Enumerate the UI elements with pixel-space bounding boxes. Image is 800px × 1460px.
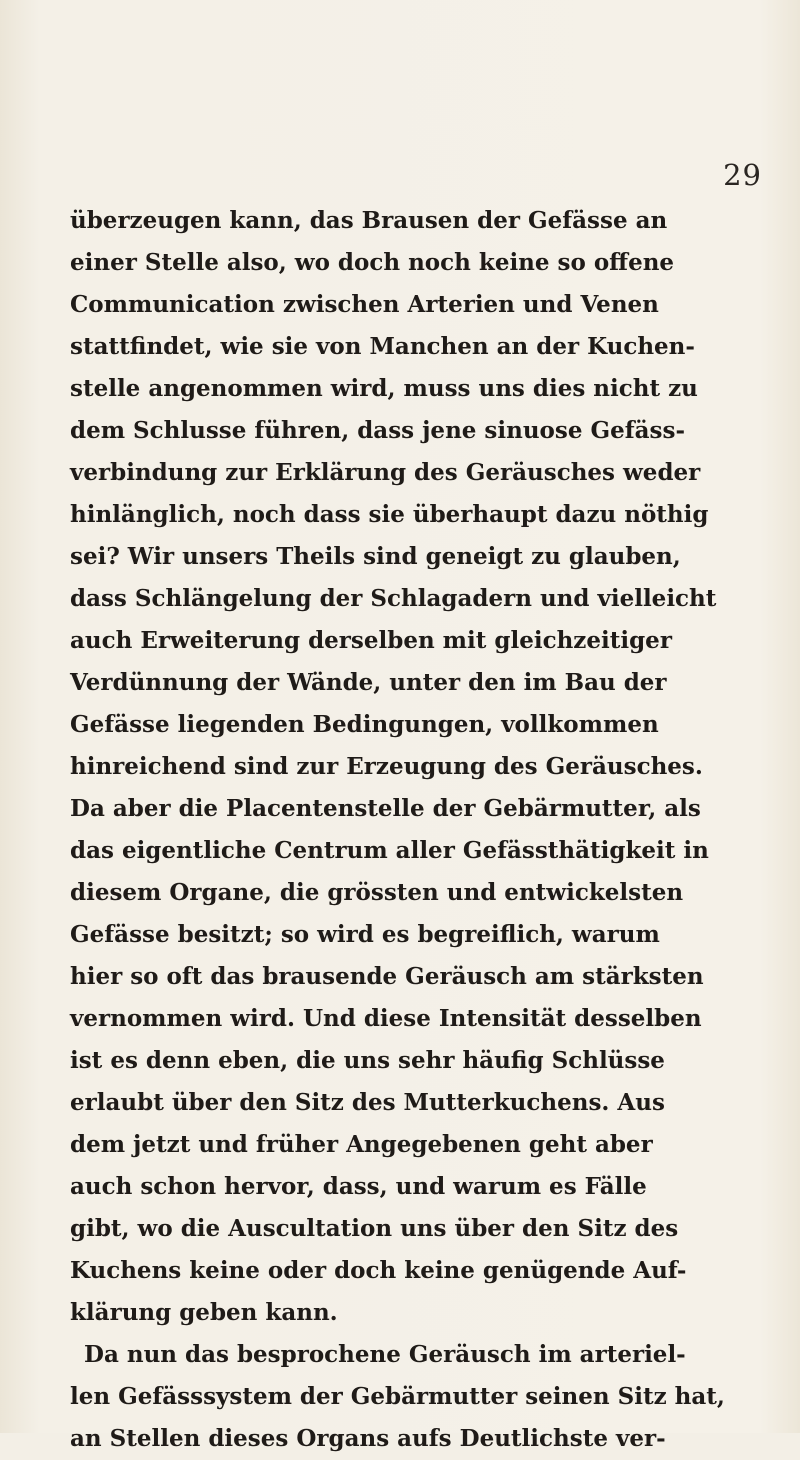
- text-line: überzeugen kann, das Brausen der Gefässe an: [70, 207, 668, 234]
- text-line: hier so oft das brausende Geräusch am stärksten: [70, 963, 704, 990]
- text-line: Kuchens keine oder doch keine genügende Auf-: [70, 1257, 687, 1284]
- text-line: stattfindet, wie sie von Manchen an der Kuchen-: [70, 333, 695, 360]
- text-line: dem Schlusse führen, dass jene sinuose Gefäss-: [70, 417, 686, 444]
- text-line: einer Stelle also, wo doch noch keine so offene: [70, 249, 675, 276]
- text-line: Communication zwischen Arterien und Venen: [70, 291, 659, 318]
- text-line: erlaubt über den Sitz des Mutterkuchens. Aus: [70, 1089, 665, 1116]
- text-line: hinreichend sind zur Erzeugung des Geräusches.: [70, 753, 703, 780]
- text-line: vernommen wird. Und diese Intensität desselben: [70, 1005, 702, 1032]
- text-line: Da aber die Placentenstelle der Gebärmutter, als: [70, 795, 701, 822]
- text-line: Verdünnung der Wände, unter den im Bau der: [70, 669, 667, 696]
- text-line: an Stellen dieses Organs aufs Deutlichste ver-: [70, 1425, 666, 1452]
- text-line: len Gefässsystem der Gebärmutter seinen Sitz hat,: [70, 1383, 725, 1410]
- text-line: hinlänglich, noch dass sie überhaupt dazu nöthig: [70, 501, 709, 528]
- text-line: dem jetzt und früher Angegebenen geht aber: [70, 1131, 653, 1158]
- text-line: dass Schlängelung der Schlagadern und vielleicht: [70, 585, 717, 612]
- text-line: Gefässe besitzt; so wird es begreiflich, warum: [70, 921, 660, 948]
- text-line: Da nun das besprochene Geräusch im arteriel-: [84, 1341, 686, 1368]
- text-line: ist es denn eben, die uns sehr häufig Schlüsse: [70, 1047, 665, 1074]
- text-line: Gefässe liegenden Bedingungen, vollkommen: [70, 711, 659, 738]
- page-number: 29: [723, 158, 762, 192]
- text-line: sei? Wir unsers Theils sind geneigt zu glauben,: [70, 543, 681, 570]
- text-line: verbindung zur Erklärung des Geräusches weder: [70, 459, 701, 486]
- text-line: auch Erweiterung derselben mit gleichzeitiger: [70, 627, 672, 654]
- text-line: diesem Organe, die grössten und entwickelsten: [70, 879, 684, 906]
- text-line: stelle angenommen wird, muss uns dies nicht zu: [70, 375, 698, 402]
- text-line: gibt, wo die Auscultation uns über den Sitz des: [70, 1215, 679, 1242]
- text-line: klärung geben kann.: [70, 1299, 338, 1326]
- text-line: auch schon hervor, dass, und warum es Fälle: [70, 1173, 647, 1200]
- body-text: [70, 200, 725, 1460]
- text-line: das eigentliche Centrum aller Gefässthätigkeit in: [70, 837, 709, 864]
